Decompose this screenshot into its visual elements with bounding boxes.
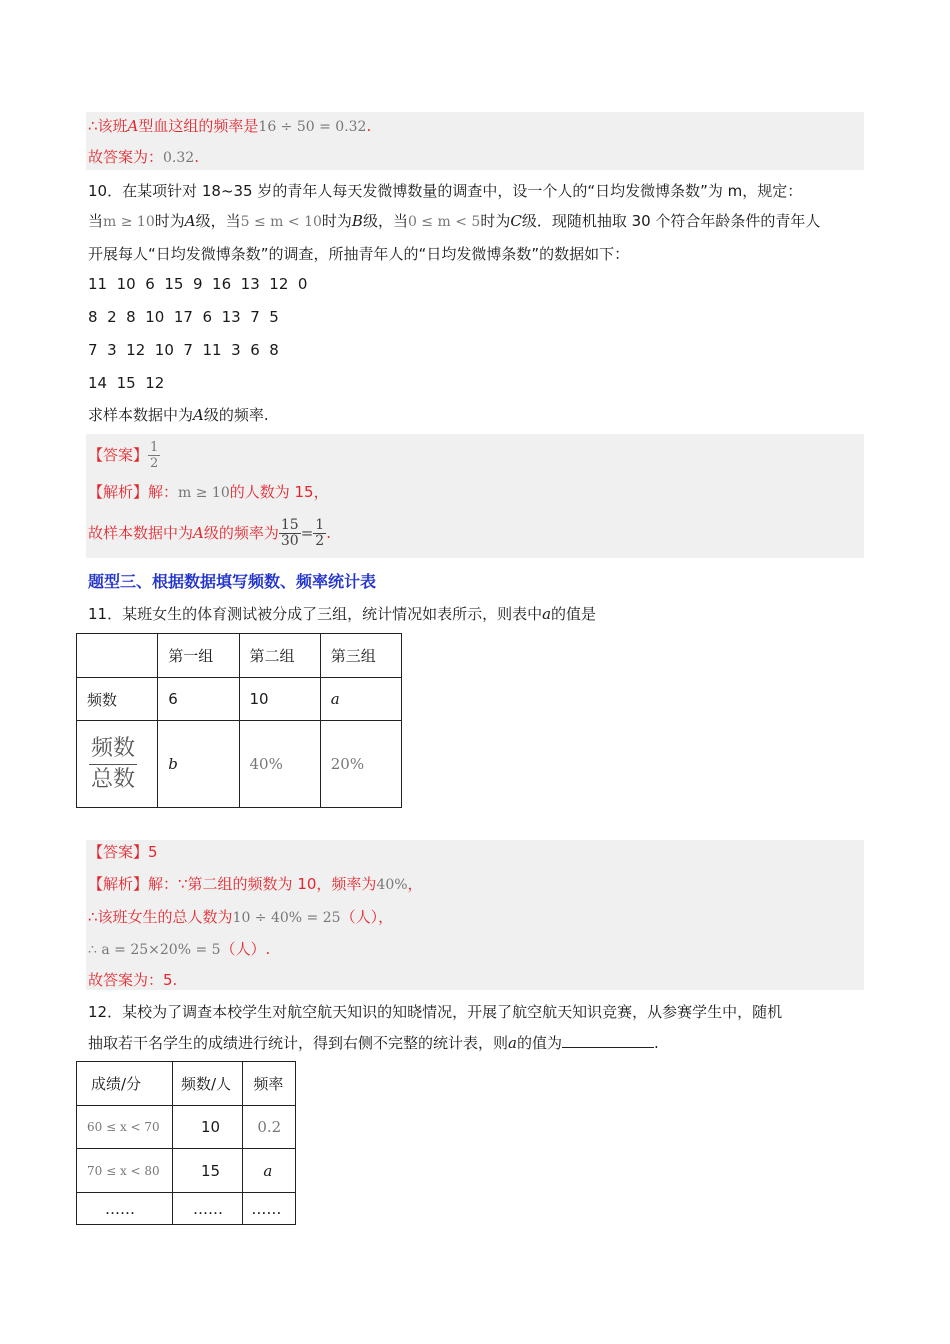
q11-analysis-line2: ∴该班女生的总人数为10 ÷ 40% = 25（人）， [88, 908, 394, 926]
q10-data-row: 11 10 6 15 9 16 13 12 0 [88, 275, 308, 293]
table-header-row [77, 1062, 296, 1106]
q12-stem-line2: 抽取若干名学生的成绩进行统计，得到右侧不完整的统计表，则a的值为 . [88, 1031, 659, 1054]
table-cell: 0.2 [243, 1106, 296, 1149]
q11-final: 故答案为：5. [88, 971, 178, 989]
q11-analysis: 【解析】解：∵第二组的频数为 10，频率为40%， [88, 875, 423, 893]
q11-answer: 【答案】5 [88, 843, 158, 861]
answer-fraction: $\frac{1}{2}$ [150, 440, 159, 471]
final-fraction-2: $\frac{1}{2}$ [315, 517, 325, 549]
table-header-cell: 第一组 [158, 634, 239, 678]
table-row [77, 1193, 296, 1225]
q10-question: 求样本数据中为A级的频率. [88, 406, 269, 424]
table-header-cell: 频数/人 [172, 1062, 242, 1106]
q10-data-row: 7 3 12 10 7 11 3 6 8 [88, 341, 279, 359]
table-cell: 60 ≤ x < 70 [77, 1106, 173, 1149]
table-row [77, 1149, 296, 1193]
section-heading: 题型三、根据数据填写频数、频率统计表 [88, 572, 377, 591]
table-cell: 20% [320, 721, 401, 808]
q10-analysis: 【解析】解：m ≥ 10的人数为 15， [88, 483, 329, 501]
table-cell: …… [243, 1193, 296, 1225]
table-header-cell: 频率 [243, 1062, 296, 1106]
q10-final: 故样本数据中为A级的频率为 $\frac{15}{30}$ = $\frac{1}{2}$ . [88, 517, 331, 549]
q12-stem-line1: 12．某校为了调查本校学生对航空航天知识的知晓情况，开展了航空航天知识竞赛，从参赛学生中，随机 [88, 1003, 783, 1021]
table-cell: 10 [239, 678, 320, 721]
q10-stem-line3: 开展每人“日均发微博条数”的调查，所抽青年人的“日均发微博条数”的数据如下： [88, 245, 630, 263]
table-cell: a [243, 1149, 296, 1193]
answer-blank[interactable] [562, 1031, 654, 1048]
q12-table [76, 1061, 296, 1225]
table-header-cell: 第二组 [239, 634, 320, 678]
frequency-ratio-fraction: $\frac{\text{频数}}{\text{总数}}$ [91, 735, 136, 792]
q10-data-row: 8 2 8 10 17 6 13 7 5 [88, 308, 279, 326]
table-header-cell: 成绩/分 [77, 1062, 173, 1106]
table-cell [77, 721, 158, 808]
table-cell: …… [77, 1193, 173, 1225]
table-cell: 10 [172, 1106, 242, 1149]
q11-analysis-line3: ∴ a = 25×20% = 5（人）. [88, 940, 271, 958]
q10-data-row: 14 15 12 [88, 374, 165, 392]
table-header-cell: 第三组 [320, 634, 401, 678]
q10-stem-line2: 当m ≥ 10时为A级，当5 ≤ m < 10时为B级，当0 ≤ m < 5时为C级．现随机抽取 30 个符合年龄条件的青年人 [88, 212, 821, 230]
table-row [77, 678, 402, 721]
table-cell: 频数 [77, 678, 158, 721]
prev-solution-line1: ∴该班A型血这组的频率是16 ÷ 50 = 0.32. [88, 117, 372, 135]
table-header-row [77, 634, 402, 678]
table-cell [77, 634, 158, 678]
table-cell: 70 ≤ x < 80 [77, 1149, 173, 1193]
final-fraction-1: $\frac{15}{30}$ [280, 517, 299, 549]
table-cell: 40% [239, 721, 320, 808]
q11-stem: 11．某班女生的体育测试被分成了三组，统计情况如表所示，则表中a的值是 [88, 605, 597, 623]
table-cell: 15 [172, 1149, 242, 1193]
table-row [77, 1106, 296, 1149]
table-row [77, 721, 402, 808]
q10-stem-line1: 10．在某项针对 18~35 岁的青年人每天发微博数量的调查中，设一个人的“日均发微博条数”为 m，规定： [88, 182, 803, 200]
table-cell: a [320, 678, 401, 721]
table-cell: …… [172, 1193, 242, 1225]
table-cell: b [158, 721, 239, 808]
table-cell: 6 [158, 678, 239, 721]
q11-table [76, 633, 402, 808]
prev-solution-line2: 故答案为：0.32. [88, 148, 199, 166]
q10-answer: 【答案】 $\frac{1}{2}$ [88, 440, 159, 471]
